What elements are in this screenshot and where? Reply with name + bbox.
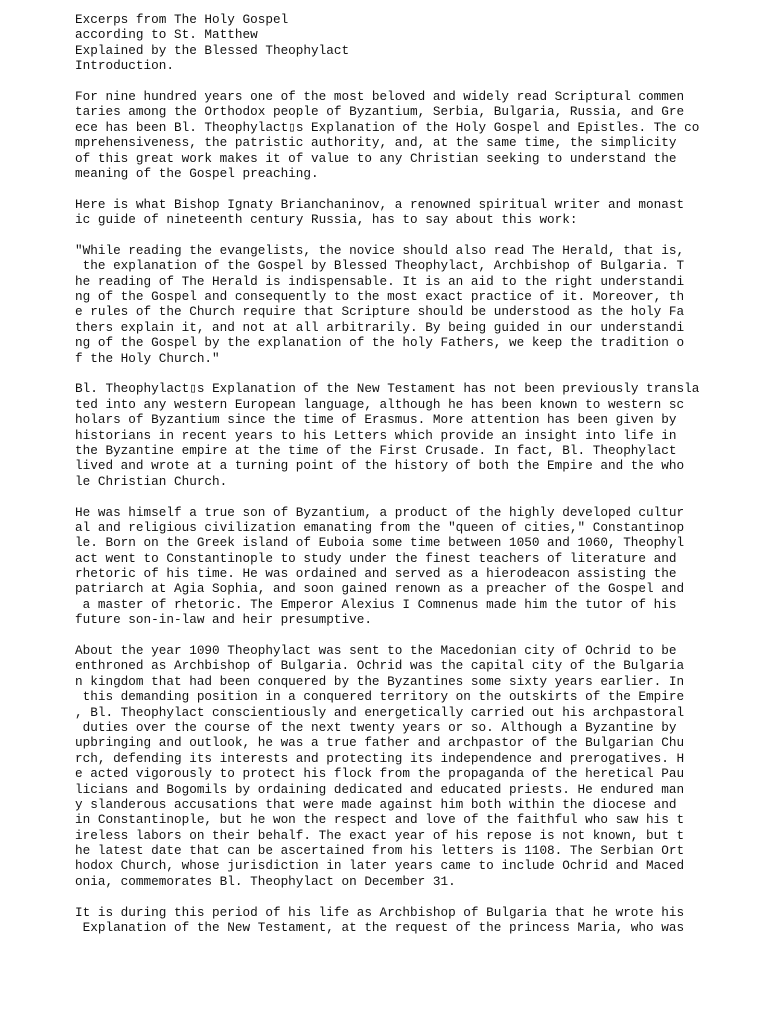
- text-line: le. Born on the Greek island of Euboia some time between 1050 and 1060, Theophyl: [75, 535, 685, 551]
- paragraph-gap: [75, 366, 735, 381]
- text-line: It is during this period of his life as Archbishop of Bulgaria that he wrote his: [75, 904, 685, 920]
- text-line: thers explain it, and not at all arbitrarily. By being guided in our understandi: [75, 319, 685, 335]
- text-line: the Byzantine empire at the time of the First Crusade. In fact, Bl. Theophylact: [75, 442, 677, 458]
- document-header: [75, 12, 735, 74]
- text-line: licians and Bogomils by ordaining dedicated and educated priests. He endured man: [75, 781, 685, 797]
- header-line: Introduction.: [75, 58, 174, 74]
- paragraph-gap: [75, 181, 735, 196]
- text-line: patriarch at Agia Sophia, and soon gained renown as a preacher of the Gospel and: [75, 581, 685, 597]
- paragraph-translations: [75, 381, 735, 489]
- text-line: e rules of the Church require that Scripture should be understood as the holy Fa: [75, 304, 685, 320]
- text-line: f the Holy Church.": [75, 350, 220, 366]
- text-line: For nine hundred years one of the most beloved and widely read Scriptural commen: [75, 88, 685, 104]
- paragraph-gap: [75, 227, 735, 242]
- paragraph-quotation: [75, 243, 735, 366]
- text-line: lived and wrote at a turning point of the history of both the Empire and the who: [75, 458, 685, 474]
- text-line: act went to Constantinople to study under the finest teachers of literature and: [75, 550, 677, 566]
- text-line: y slanderous accusations that were made against him both within the diocese and: [75, 796, 677, 812]
- paragraph-intro: [75, 89, 735, 181]
- text-line: ng of the Gospel by the explanation of the holy Fathers, we keep the tradition o: [75, 335, 685, 351]
- text-line: taries among the Orthodox people of Byzantium, Serbia, Bulgaria, Russia, and Gre: [75, 104, 685, 120]
- text-line: upbringing and outlook, he was a true father and archpastor of the Bulgarian Chu: [75, 735, 685, 751]
- text-line: e acted vigorously to protect his flock from the propaganda of the heretical Pau: [75, 766, 685, 782]
- paragraph-biography: [75, 505, 735, 628]
- text-line: the explanation of the Gospel by Blessed Theophylact, Archbishop of Bulgaria. T: [75, 258, 685, 274]
- paragraph-archbishop: [75, 905, 735, 936]
- text-line: holars of Byzantium since the time of Erasmus. More attention has been given by: [75, 412, 677, 428]
- text-line: Explanation of the New Testament, at the request of the princess Maria, who was: [75, 920, 685, 936]
- text-line: a master of rhetoric. The Emperor Alexius I Comnenus made him the tutor of his: [75, 596, 677, 612]
- text-line: enthroned as Archbishop of Bulgaria. Ochrid was the capital city of the Bulgaria: [75, 658, 685, 674]
- text-line: About the year 1090 Theophylact was sent to the Macedonian city of Ochrid to be: [75, 643, 677, 659]
- paragraph-ochrid: [75, 643, 735, 889]
- text-line: historians in recent years to his Letters which provide an insight into life in: [75, 427, 677, 443]
- text-line: he latest date that can be ascertained from his letters is 1108. The Serbian Ort: [75, 843, 685, 859]
- text-line: He was himself a true son of Byzantium, a product of the highly developed cultur: [75, 504, 685, 520]
- text-line: n kingdom that had been conquered by the Byzantines some sixty years earlier. In: [75, 673, 685, 689]
- text-line: he reading of The Herald is indispensable. It is an aid to the right understandi: [75, 273, 685, 289]
- text-line: mprehensiveness, the patristic authority, and, at the same time, the simplicity: [75, 135, 677, 151]
- paragraph-gap: [75, 889, 735, 904]
- paragraph-gap: [75, 74, 735, 89]
- text-line: ng of the Gospel and consequently to the most exact practice of it. Moreover, th: [75, 289, 685, 305]
- text-line: hodox Church, whose jurisdiction in later years came to include Ochrid and Maced: [75, 858, 685, 874]
- text-line: ece has been Bl. Theophylact▯s Explanation of the Holy Gospel and Epistles. The co: [75, 119, 700, 135]
- text-line: le Christian Church.: [75, 473, 228, 489]
- text-line: ted into any western European language, although he has been known to western sc: [75, 396, 685, 412]
- text-line: rhetoric of his time. He was ordained and served as a hierodeacon assisting the: [75, 566, 677, 582]
- text-line: in Constantinople, but he won the respect and love of the faithful who saw his t: [75, 812, 685, 828]
- text-line: future son-in-law and heir presumptive.: [75, 612, 372, 628]
- text-line: of this great work makes it of value to any Christian seeking to understand the: [75, 150, 677, 166]
- paragraph-gap: [75, 628, 735, 643]
- text-line: onia, commemorates Bl. Theophylact on December 31.: [75, 873, 456, 889]
- text-line: Here is what Bishop Ignaty Brianchaninov, a renowned spiritual writer and monast: [75, 196, 685, 212]
- text-line: Bl. Theophylact▯s Explanation of the New Testament has not been previously transla: [75, 381, 700, 397]
- text-line: this demanding position in a conquered territory on the outskirts of the Empire: [75, 689, 685, 705]
- text-line: "While reading the evangelists, the novice should also read The Herald, that is,: [75, 242, 685, 258]
- text-line: al and religious civilization emanating from the "queen of cities," Constantinop: [75, 519, 685, 535]
- text-line: meaning of the Gospel preaching.: [75, 165, 319, 181]
- header-line: Excerps from The Holy Gospel: [75, 12, 289, 27]
- header-line: Explained by the Blessed Theophylact: [75, 42, 350, 58]
- text-line: ic guide of nineteenth century Russia, has to say about this work:: [75, 212, 578, 228]
- text-line: ireless labors on their behalf. The exact year of his repose is not known, but t: [75, 827, 685, 843]
- paragraph-gap: [75, 489, 735, 504]
- text-line: rch, defending its interests and protecting its independence and prerogatives. H: [75, 750, 685, 766]
- header-line: according to St. Matthew: [75, 27, 258, 43]
- text-line: duties over the course of the next twenty years or so. Although a Byzantine by: [75, 719, 677, 735]
- text-line: , Bl. Theophylact conscientiously and energetically carried out his archpastoral: [75, 704, 685, 720]
- paragraph-bishop-ignaty: [75, 197, 735, 228]
- document-page: [75, 12, 735, 935]
